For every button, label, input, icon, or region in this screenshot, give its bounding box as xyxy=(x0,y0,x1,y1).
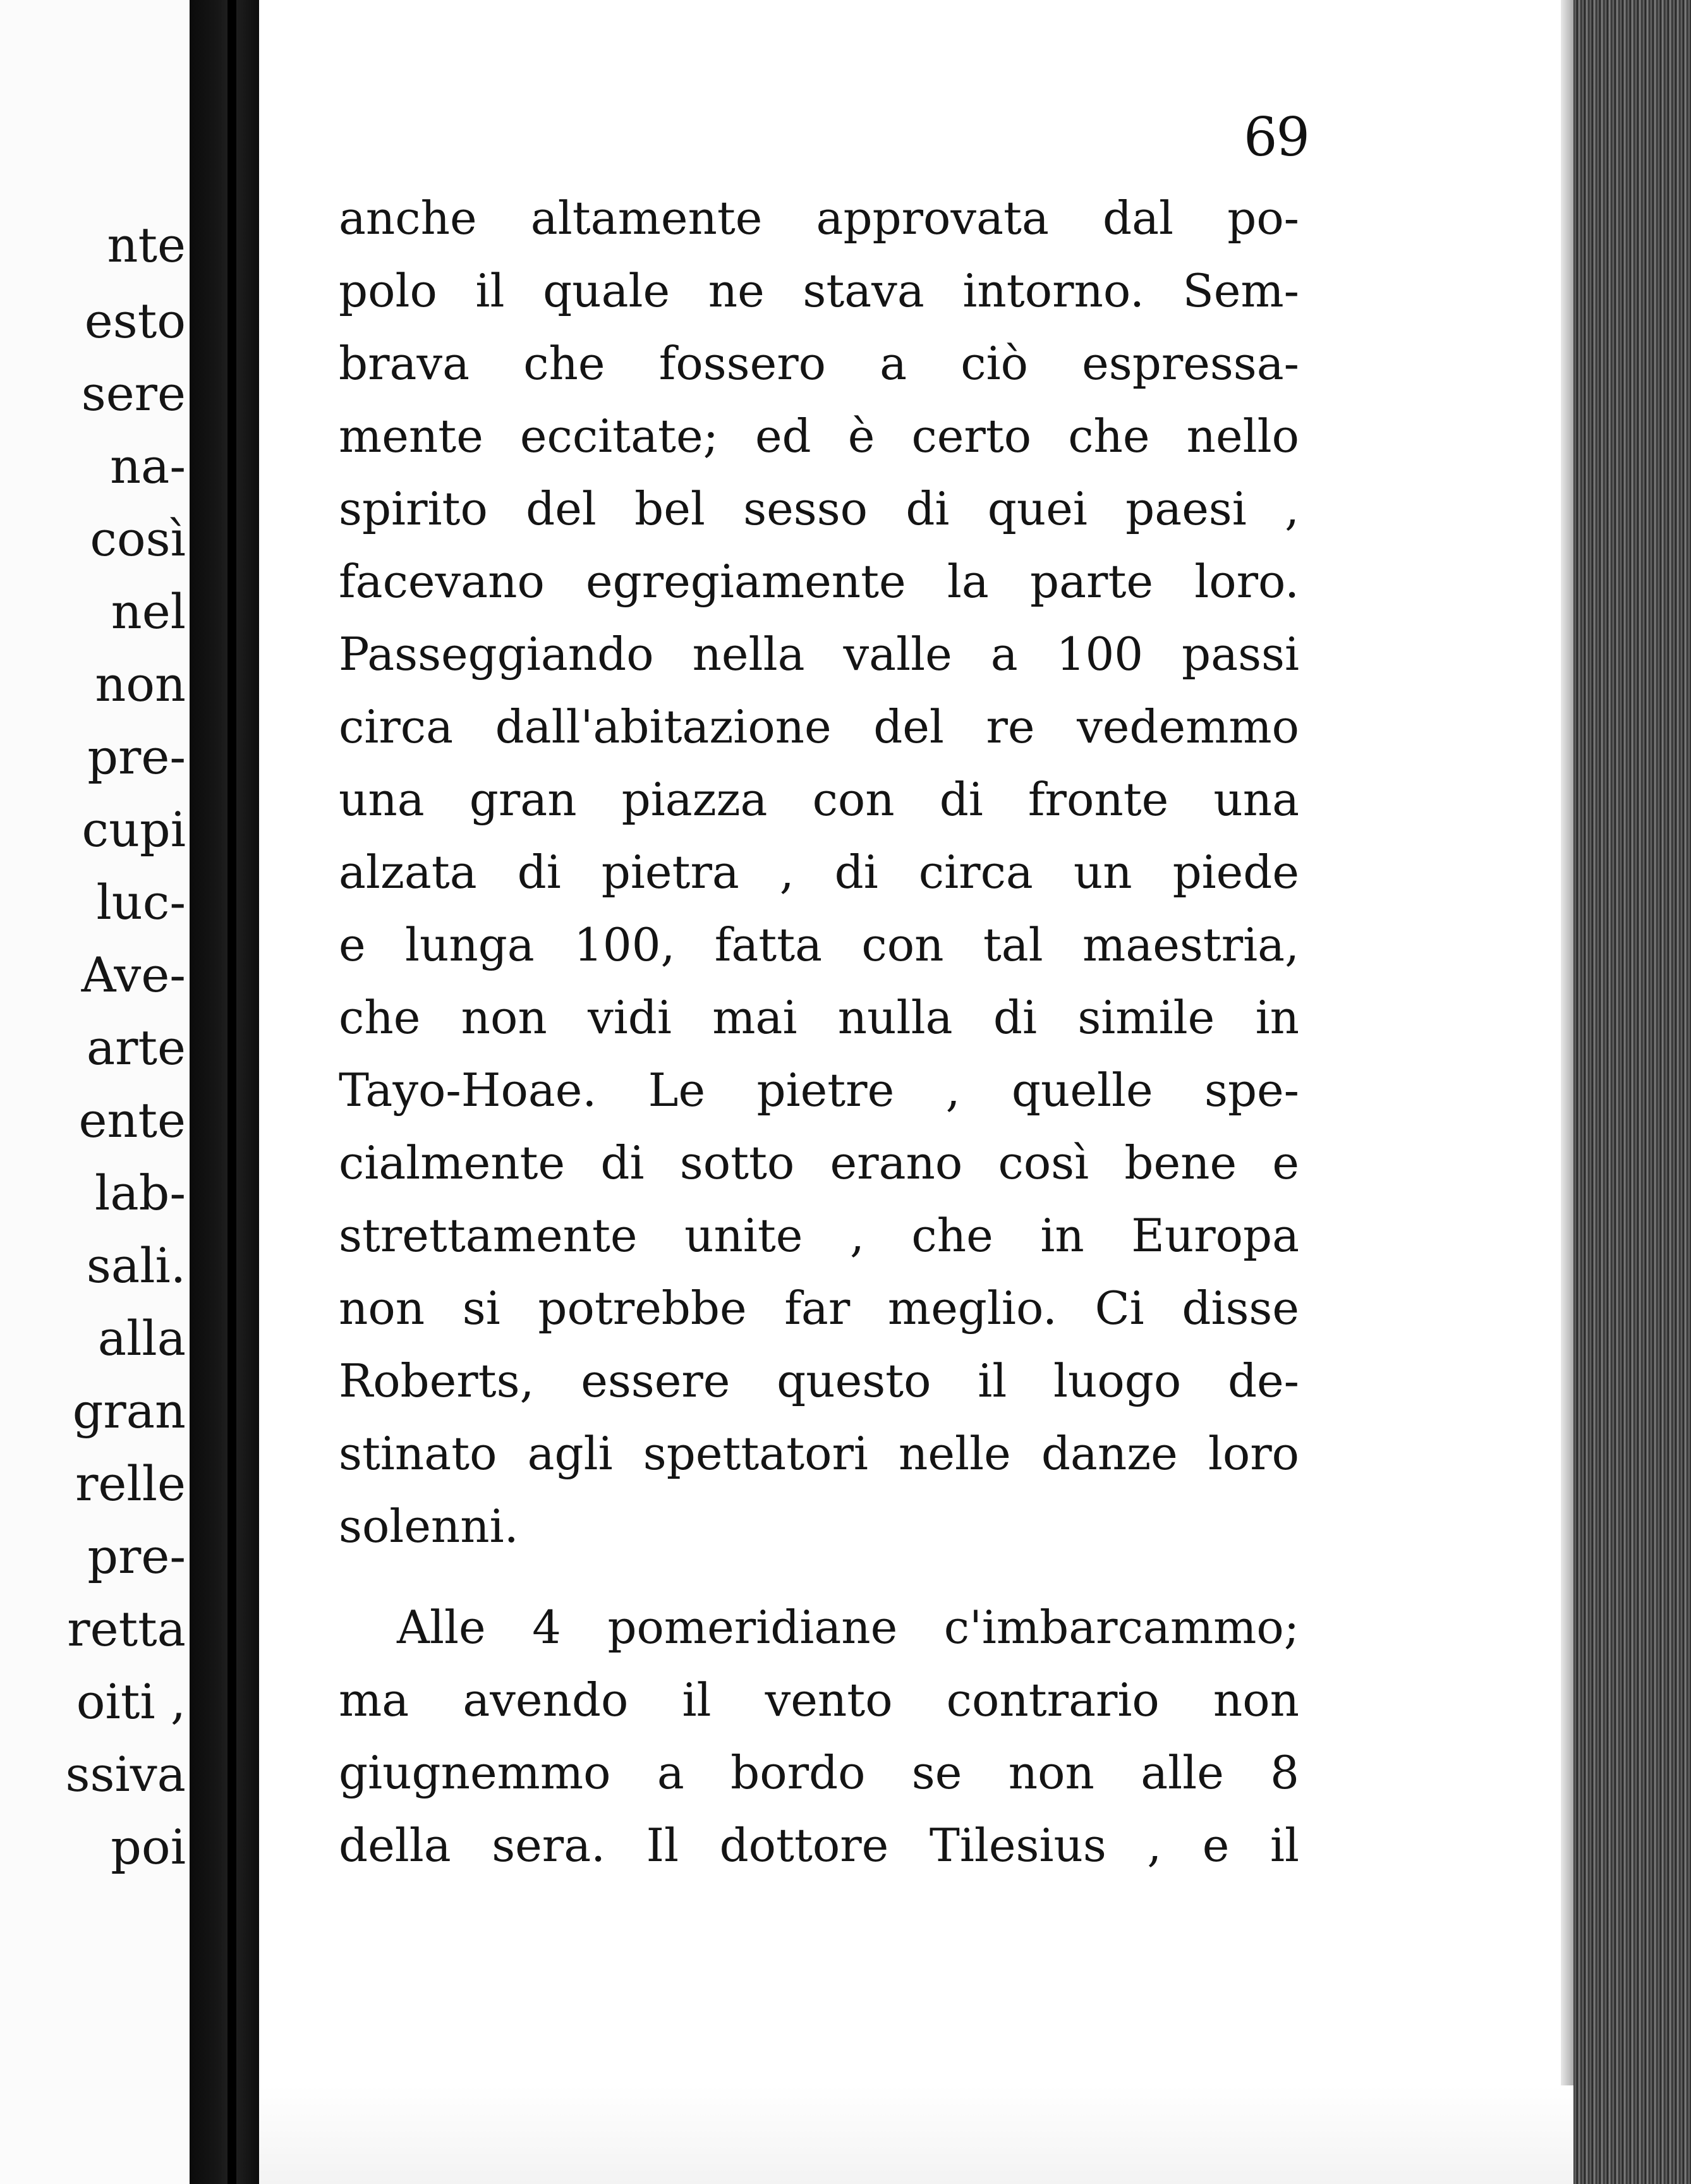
left-page-fragment: sere xyxy=(81,365,186,422)
left-page-fragment: non xyxy=(95,656,186,712)
left-page-fragment: nel xyxy=(111,583,186,640)
text-line: ma avendo il vento contrario non xyxy=(339,1673,1299,1726)
text-line: anche altamente approvata dal po- xyxy=(339,191,1299,245)
text-line: solenni. xyxy=(339,1500,519,1553)
binding-shadow xyxy=(227,0,236,2184)
text-line: strettamente unite , che in Europa xyxy=(339,1209,1299,1262)
book-gutter xyxy=(190,0,259,2184)
left-page-fragment: lab- xyxy=(95,1165,186,1221)
left-page-fragment: cupi xyxy=(82,801,186,858)
page-number: 69 xyxy=(1244,106,1309,168)
text-line: spirito del bel sesso di quei paesi , xyxy=(339,482,1299,535)
text-line: Roberts, essere questo il luogo de- xyxy=(339,1354,1299,1407)
page-bottom-margin xyxy=(259,2085,1573,2184)
text-line: facevano egregiamente la parte loro. xyxy=(339,555,1299,608)
left-facing-page xyxy=(0,0,190,2184)
text-line: stinato agli spettatori nelle danze loro xyxy=(339,1427,1299,1480)
left-page-fragment: esto xyxy=(84,293,186,349)
text-line: giugnemmo a bordo se non alle 8 xyxy=(339,1746,1299,1799)
text-line: brava che fossero a ciò espressa- xyxy=(339,337,1299,390)
left-page-fragment: nte xyxy=(107,217,186,273)
left-page-fragment: pre- xyxy=(87,729,186,785)
text-line: Alle 4 pomeridiane c'imbarcammo; xyxy=(397,1601,1299,1654)
left-page-fragment: na- xyxy=(110,438,186,494)
left-page-fragment: gran xyxy=(72,1383,186,1439)
text-line: e lunga 100, fatta con tal maestria, xyxy=(339,918,1299,971)
text-line: alzata di pietra , di circa un piede xyxy=(339,846,1299,899)
text-line: che non vidi mai nulla di simile in xyxy=(339,991,1299,1044)
left-page-fragment: arte xyxy=(86,1019,186,1076)
left-page-fragment: alla xyxy=(97,1310,186,1366)
left-page-fragment: sali. xyxy=(86,1237,186,1294)
text-line: cialmente di sotto erano così bene e xyxy=(339,1136,1299,1189)
text-line: della sera. Il dottore Tilesius , e il xyxy=(339,1819,1299,1872)
text-line: circa dall'abitazione del re vedemmo xyxy=(339,700,1299,753)
text-line: mente eccitate; ed è certo che nello xyxy=(339,410,1299,463)
page-stack xyxy=(1573,0,1691,2184)
text-line: polo il quale ne stava intorno. Sem- xyxy=(339,264,1299,317)
text-line: Passeggiando nella valle a 100 passi xyxy=(339,628,1299,681)
left-page-fragment: luc- xyxy=(96,874,186,930)
left-page-fragment: pre- xyxy=(87,1528,186,1584)
left-page-fragment: ssiva xyxy=(65,1746,186,1802)
left-page-fragment: ente xyxy=(78,1092,186,1148)
left-page-fragment: retta xyxy=(67,1601,186,1657)
text-line: una gran piazza con di fronte una xyxy=(339,773,1299,826)
left-page-fragment: così xyxy=(90,511,186,567)
left-page-fragment: Ave- xyxy=(81,947,186,1003)
left-page-fragment: relle xyxy=(75,1455,186,1512)
left-page-fragment: poi xyxy=(111,1819,186,1875)
text-line: non si potrebbe far meglio. Ci disse xyxy=(339,1282,1299,1335)
left-page-fragment: oiti , xyxy=(76,1673,186,1730)
text-line: Tayo-Hoae. Le pietre , quelle spe- xyxy=(339,1064,1299,1117)
